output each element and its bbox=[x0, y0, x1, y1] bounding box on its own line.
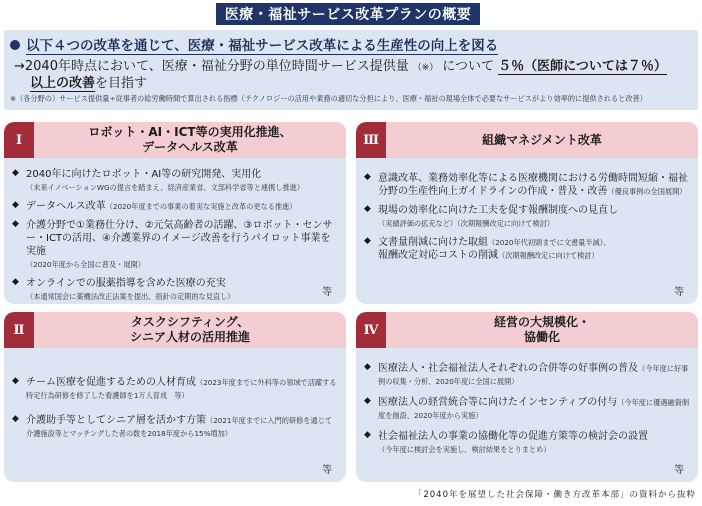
list-item bbox=[364, 396, 690, 422]
list-item bbox=[12, 376, 338, 402]
panel-item-list bbox=[364, 172, 690, 268]
panel-numeral: Ⅲ bbox=[356, 122, 386, 158]
panel-item-list bbox=[364, 362, 690, 464]
summary-note-mark: （※） bbox=[412, 63, 439, 73]
item-text: 介護助手等としてシニア層を活かす方策 bbox=[26, 415, 206, 426]
item-note: （次期報酬改定に向けて検討） bbox=[498, 251, 599, 260]
item-note: （2020年度までの事業の着実な実施と改革の更なる推進） bbox=[105, 202, 297, 211]
reform-panel-2 bbox=[4, 312, 346, 482]
summary-target-line-2 bbox=[30, 72, 147, 91]
summary-headline bbox=[10, 34, 498, 55]
item-text: 文書量削減に向けた取組 bbox=[378, 237, 488, 248]
item-note: （2020年代初頭までに文書量半減）、 bbox=[488, 238, 611, 247]
panel-header bbox=[386, 122, 698, 158]
item-text: 医療法人の経営統合等に向けたインセンティブの付与 bbox=[378, 397, 618, 408]
panel-header-line: ロボット・AI・ICT等の実用化推進、 bbox=[88, 125, 292, 139]
panel-item-list bbox=[12, 376, 338, 452]
panel-etc: 等 bbox=[322, 287, 332, 298]
item-note: （2023年度までに外科等の領域で活躍する特定行為研修を修了した看護師を1万人育成 等） bbox=[26, 378, 337, 400]
list-item bbox=[12, 414, 338, 440]
item-text: オンラインでの服薬指導を含めた医療の充実 bbox=[26, 278, 226, 289]
panel-header-line: 組織マネジメント改革 bbox=[482, 132, 602, 147]
item-text: 現場の効率化に向けた工夫を促す報酬制度への見直し bbox=[378, 205, 618, 216]
item-text: 2040年に向けたロボット・AI等の研究開発、実用化 bbox=[26, 169, 262, 180]
item-note: （本通常国会に薬機法改正法案を提出、指針の定期的な見直し） bbox=[26, 292, 235, 301]
item-text: 社会福祉法人の事業の協働化等の促進方策等の検討会の設置 bbox=[378, 431, 648, 442]
panel-header-line: 経営の大規模化・ bbox=[493, 315, 590, 329]
list-item bbox=[364, 236, 690, 262]
panel-header-line: データヘルス改革 bbox=[142, 140, 238, 154]
summary-improvement-suffix: を目指す bbox=[95, 76, 148, 91]
item-text: チーム医療を促進するための人材育成 bbox=[26, 377, 196, 388]
panel-etc: 等 bbox=[674, 287, 684, 298]
reform-panel-3 bbox=[356, 122, 698, 304]
summary-headline-text: 以下４つの改革を通じて、医療・福祉サービス改革による生産性の向上を図る bbox=[26, 34, 498, 55]
panel-numeral: Ⅰ bbox=[4, 122, 34, 158]
panel-header bbox=[34, 122, 346, 158]
summary-box bbox=[4, 30, 698, 110]
item-note: （今年度に優遇融資制度を創設、2020年度から実施） bbox=[378, 398, 690, 420]
item-text: 報酬改定対応コストの削減 bbox=[378, 250, 498, 261]
panel-header-line: シニア人材の活用推進 bbox=[129, 330, 250, 344]
page-title: 医療・福祉サービス改革プランの概要 bbox=[216, 3, 480, 25]
item-note: （今年度に検討会を実施し、検討結果をとりまとめ） bbox=[378, 445, 551, 454]
summary-target-mid: について bbox=[442, 59, 495, 74]
panel-item-list bbox=[12, 168, 338, 304]
list-item bbox=[12, 277, 338, 303]
list-item bbox=[364, 204, 690, 230]
summary-footnote: ※（各分野の）サービス提供量÷従事者の総労働時間で算出される指標（テクノロジーの活用や業務の適切な分担により、医療・福祉の現場全体で必要なサービスがより効率的に提供されると改善） bbox=[10, 94, 647, 103]
item-note: （実績評価の拡充など）（次期報酬改定に向けて検討） bbox=[378, 219, 555, 228]
item-text: 医療法人・社会福祉法人それぞれの合併等の好事例の普及 bbox=[378, 363, 638, 374]
list-item bbox=[12, 200, 338, 213]
item-text: 介護分野で①業務仕分け、②元気高齢者の活躍、③ロボット・センサー・ICTの活用、④介護業界のイメージ改善を行うパイロット事業を実施 bbox=[26, 220, 333, 257]
list-item bbox=[12, 168, 338, 194]
reform-panel-1 bbox=[4, 122, 346, 304]
reform-panel-4 bbox=[356, 312, 698, 482]
bullet-dot-icon bbox=[10, 40, 20, 50]
panel-header-line: タスクシフティング、 bbox=[130, 315, 250, 329]
panel-numeral: Ⅱ bbox=[4, 312, 34, 348]
item-note: （今年度に好事例の収集・分析、2020年度に全国に展開） bbox=[378, 364, 689, 386]
summary-improvement-emphasis: 以上の改善 bbox=[30, 76, 96, 91]
item-note: （2021年度までに入門的研修を通じて介護施設等とマッチングした者の数を2018年度から15%増加） bbox=[26, 416, 333, 438]
source-note: 「2040年を展望した社会保障・働き方改革本部」の資料から抜粋 bbox=[413, 490, 696, 500]
item-note: （未来イノベーションWGの提言を踏まえ、経済産業省、文部科学省等と連携し推進） bbox=[26, 183, 305, 192]
item-text: データヘルス改革 bbox=[26, 201, 106, 212]
list-item bbox=[364, 430, 690, 456]
item-note: （優良事例の全国展開） bbox=[607, 187, 687, 196]
panel-header-line: 協働化 bbox=[523, 330, 560, 344]
summary-target-emphasis: ５％（医師については７％） bbox=[498, 59, 667, 74]
panel-header bbox=[386, 312, 698, 348]
panel-etc: 等 bbox=[322, 465, 332, 476]
item-text: 意識改革、業務効率化等による医療機関における労働時間短縮・福祉分野の生産性向上ガイドラインの作成・普及・改善 bbox=[378, 173, 688, 197]
item-note: （2020年度から全国に普及・展開） bbox=[26, 260, 145, 269]
list-item bbox=[364, 362, 690, 388]
list-item bbox=[12, 219, 338, 271]
panel-header bbox=[34, 312, 346, 348]
panel-numeral: Ⅳ bbox=[356, 312, 386, 348]
panel-etc: 等 bbox=[674, 465, 684, 476]
summary-target-prefix: →2040年時点において、医療・福祉分野の単位時間サービス提供量 bbox=[14, 59, 409, 74]
list-item bbox=[364, 172, 690, 198]
